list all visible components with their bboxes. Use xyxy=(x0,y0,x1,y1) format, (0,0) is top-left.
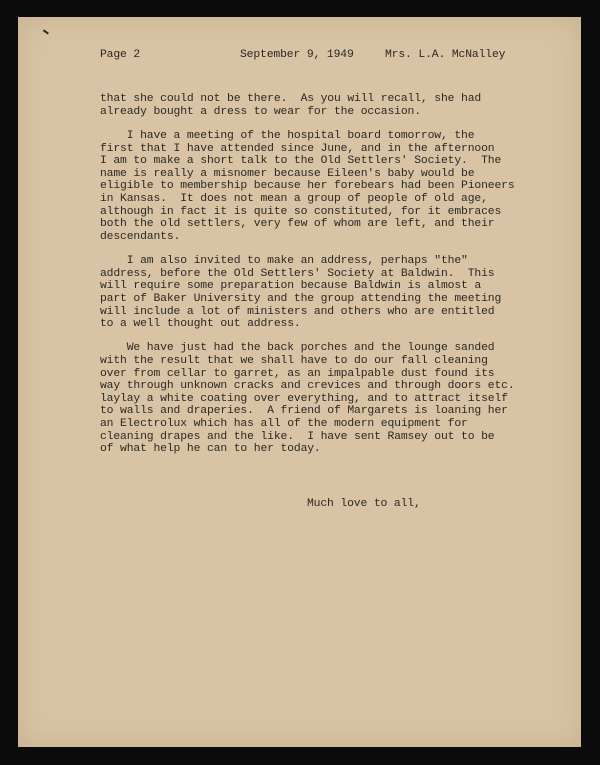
ink-mark xyxy=(43,29,49,34)
letter-closing: Much love to all, xyxy=(307,498,421,510)
letter-page xyxy=(18,17,581,747)
paragraph-address-baldwin: I am also invited to make an address, perhaps "the" address, before the Old Settlers' Society at Baldwin. This will require some preparation because Baldwin is almost a part of Baker University and the group attending the meeting will include a lot of ministers and others who are entitled to a well thought out address. xyxy=(100,255,502,331)
paragraph-hospital-board: I have a meeting of the hospital board tomorrow, the first that I have attended since June, and in the afternoon I am to make a short talk to the Old Settlers' Society. The name is really a misnomer because Eileen's baby would be eligible to membership because her forebears had been Pioneers in Kansas. It does not mean a group of people of old age, although in fact it is quite so constituted, for it embraces both the old settlers, very few of whom are left, and their descendants. xyxy=(100,129,515,243)
paragraph-continuation: that she could not be there. As you will recall, she had already bought a dress to wear for the occasion. xyxy=(100,93,482,118)
page-number: Page 2 xyxy=(100,49,141,61)
paragraph-cleaning: We have just had the back porches and the lounge sanded with the result that we shall have to do our fall cleaning over from cellar to garret, as an impalpable dust found its way through unknown cracks and crevices and through doors etc. laylay a white coating over everything, and to attract itself to walls and draperies. A friend of Margarets is loaning her an Electrolux which has all of the modern equipment for cleaning drapes and the like. I have sent Ramsey out to be of what help he can to her today. xyxy=(100,342,515,456)
letter-date: September 9, 1949 xyxy=(240,49,354,61)
recipient-name: Mrs. L.A. McNalley xyxy=(385,49,506,61)
letter-body xyxy=(100,93,515,468)
